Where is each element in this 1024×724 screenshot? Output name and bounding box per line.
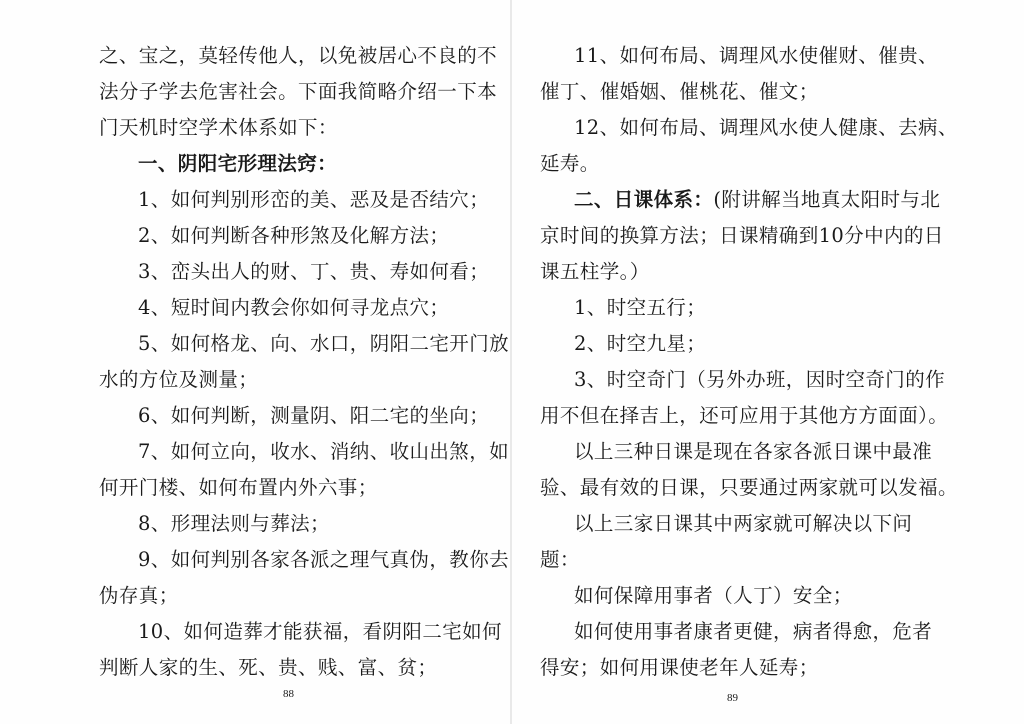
text-line: 伪存真； xyxy=(99,584,179,607)
text-line: 催丁、催婚姻、催桃花、催文； xyxy=(540,80,819,103)
text-line: 延寿。 xyxy=(540,152,600,175)
text-line: 判断人家的生、死、贵、贱、富、贫； xyxy=(99,656,438,679)
text-line: 10、如何造葬才能获福，看阴阳二宅如何 xyxy=(138,620,502,643)
text-line xyxy=(574,188,940,212)
right-page xyxy=(512,0,1024,724)
section-heading: 一、阴阳宅形理法窍： xyxy=(138,152,338,175)
page-number: 89 xyxy=(727,692,738,704)
text-line: 2、如何判断各种形煞及化解方法； xyxy=(138,224,450,247)
text-line: 7、如何立向，收水、消纳、收山出煞，如 xyxy=(138,440,510,463)
text-line: 12、如何布局、调理风水使人健康、去病、 xyxy=(574,116,958,139)
text-line: 11、如何布局、调理风水使催财、催贵、 xyxy=(574,44,938,67)
text-line: 何开门楼、如何布置内外六事； xyxy=(99,476,378,499)
heading-note: (附讲解当地真太阳时与北 xyxy=(713,188,941,211)
text-line: 京时间的换算方法；日课精确到10分中内的日 xyxy=(540,224,944,247)
text-line: 以上三种日课是现在各家各派日课中最准 xyxy=(574,440,933,463)
text-line: 6、如何判断，测量阴、阳二宅的坐向； xyxy=(138,404,490,427)
section-heading: 二、日课体系： xyxy=(574,188,714,211)
text-line: 用不但在择吉上，还可应用于其他方方面面）。 xyxy=(540,404,949,427)
text-line: 4、短时间内教会你如何寻龙点穴； xyxy=(138,296,450,319)
text-line: 得安；如何用课使老年人延寿； xyxy=(540,656,819,679)
text-line: 2、时空九星； xyxy=(574,332,707,355)
page-number: 88 xyxy=(283,688,294,700)
text-line: 9、如何判别各家各派之理气真伪，教你去 xyxy=(138,548,510,571)
text-line: 门天机时空学术体系如下： xyxy=(99,116,338,139)
text-line: 8、形理法则与葬法； xyxy=(138,512,330,535)
text-line: 题： xyxy=(540,548,580,571)
text-line: 如何保障用事者（人丁）安全； xyxy=(574,584,853,607)
text-line: 验、最有效的日课，只要通过两家就可以发福。 xyxy=(540,476,958,499)
text-line: 之、宝之，莫轻传他人，以免被居心不良的不 xyxy=(99,44,498,67)
text-line: 3、峦头出人的财、丁、贵、寿如何看； xyxy=(138,260,490,283)
text-line: 课五柱学。） xyxy=(540,260,650,283)
text-line: 1、如何判别形峦的美、恶及是否结穴； xyxy=(138,188,490,211)
text-line: 水的方位及测量； xyxy=(99,368,259,391)
text-line: 以上三家日课其中两家就可解决以下问 xyxy=(574,512,913,535)
text-line: 如何使用事者康者更健，病者得愈，危者 xyxy=(574,620,933,643)
text-line: 法分子学去危害社会。下面我简略介绍一下本 xyxy=(99,80,498,103)
text-line: 3、时空奇门（另外办班，因时空奇门的作 xyxy=(574,368,946,391)
text-line: 5、如何格龙、向、水口，阴阳二宅开门放 xyxy=(138,332,510,355)
text-line: 1、时空五行； xyxy=(574,296,707,319)
